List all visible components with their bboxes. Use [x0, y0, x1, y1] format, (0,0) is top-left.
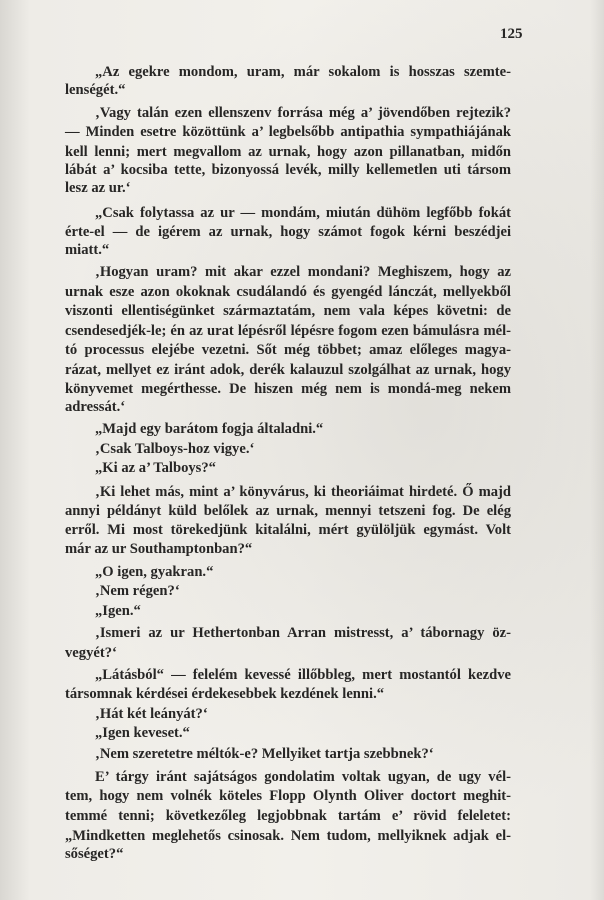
text-line: ‚Hát két leányát?‘ [95, 706, 208, 722]
text-line: csendesedjék-le; én az urat lépésről lépésre fogom ezen bámulásra mél- [65, 323, 511, 339]
text-line: adressát.‘ [65, 399, 126, 415]
text-line: „Majd egy barátom fogja általadni.“ [95, 421, 324, 437]
text-line: „Csak folytassa az ur — mondám, miután dühöm legfőbb fokát [95, 205, 511, 221]
text-line: ‚Ismeri az ur Hethertonban Arran mistresst, a’ tábornagy öz- [95, 625, 511, 641]
text-line: már az ur Southamptonban?“ [65, 541, 253, 557]
text-line: annyi példányt küld belőlek az urnak, mennyi tetszeni fog. De elég [65, 503, 511, 519]
text-line: könyvemet megérthesse. De hiszen még nem is mondá-meg nekem [65, 381, 511, 397]
text-line: érte-el — de igérem az urnak, hogy számot fogok kérni beszédjei [65, 224, 511, 240]
text-line: tem, hogy nem volnék köteles Flopp Olynth Oliver doctort meghit- [65, 788, 511, 804]
text-line: „Mindketten meglehetős csinosak. Nem tudom, mellyiknek adjak el- [65, 828, 511, 844]
text-line: lenségét.“ [65, 82, 126, 98]
text-line: ‚Csak Talboys-hoz vigye.‘ [95, 441, 255, 457]
text-line: „Igen.“ [95, 603, 141, 619]
text-line: lesz az ur.‘ [65, 180, 131, 196]
text-line: vegyét?‘ [65, 645, 117, 661]
text-line: „Igen keveset.“ [95, 725, 190, 741]
text-line: ‚Vagy talán ezen ellenszenv forrása még a’ jövendőben rejtezik? [95, 105, 511, 121]
text-line: ‚Hogyan uram? mit akar ezzel mondani? Meghiszem, hogy az [95, 264, 511, 280]
text-line: — Minden esetre közöttünk a’ legbelsőbb antipathia sympathiájának [65, 124, 511, 140]
text-line: „Az egekre mondom, uram, már sokalom is hosszas szemte- [95, 64, 511, 80]
text-line: E’ tárgy iránt sajátságos gondolatim voltak ugyan, de ugy vél- [95, 769, 511, 785]
text-line: tó processus elejébe vezetni. Sőt még többet; amaz előleges magya- [65, 342, 511, 358]
text-line: rázat, mellyet ez iránt adok, derék kalauzul szolgálhat az urnak, hogy [65, 362, 511, 378]
text-line: „Látásból“ — felelém kevessé illőbbleg, mert mostantól kezdve [95, 667, 511, 683]
text-line: erről. Mi most törekedjünk kitalálni, mért gyülöljük egymást. Volt [65, 522, 511, 538]
text-line: miatt.“ [65, 242, 110, 258]
text-line: temmé tenni; következőleg legjobbnak tartám e’ rövid feleletet: [65, 808, 511, 824]
text-line: urnak esze azon okoknak csudálandó és gyengéd lánczát, mellyekből [65, 284, 511, 300]
text-line: társomnak kérdései érdekesebbek kezdének lenni.“ [65, 686, 385, 702]
text-line: sőséget?“ [65, 846, 124, 862]
page-number: 125 [500, 26, 523, 42]
text-line: viszonti ellentiségünket származtatám, nem vala képes követni: de [65, 303, 511, 319]
text-line: ‚Nem szeretetre méltók-e? Mellyiket tartja szebbnek?‘ [95, 746, 434, 762]
text-line: „O igen, gyakran.“ [95, 564, 214, 580]
text-line: ‚Nem régen?‘ [95, 583, 180, 599]
text-line: „Ki az a’ Talboys?“ [95, 460, 216, 476]
text-line: kell lenni; mert megvallom az urnak, hogy azon pillanatban, midőn [65, 144, 511, 160]
text-line: lábát a’ kocsiba tette, bizonyossá levék, milly kellemetlen uti társom [65, 162, 511, 178]
text-line: ‚Ki lehet más, mint a’ könyvárus, ki theoriáimat hirdeté. Ő majd [95, 484, 511, 500]
